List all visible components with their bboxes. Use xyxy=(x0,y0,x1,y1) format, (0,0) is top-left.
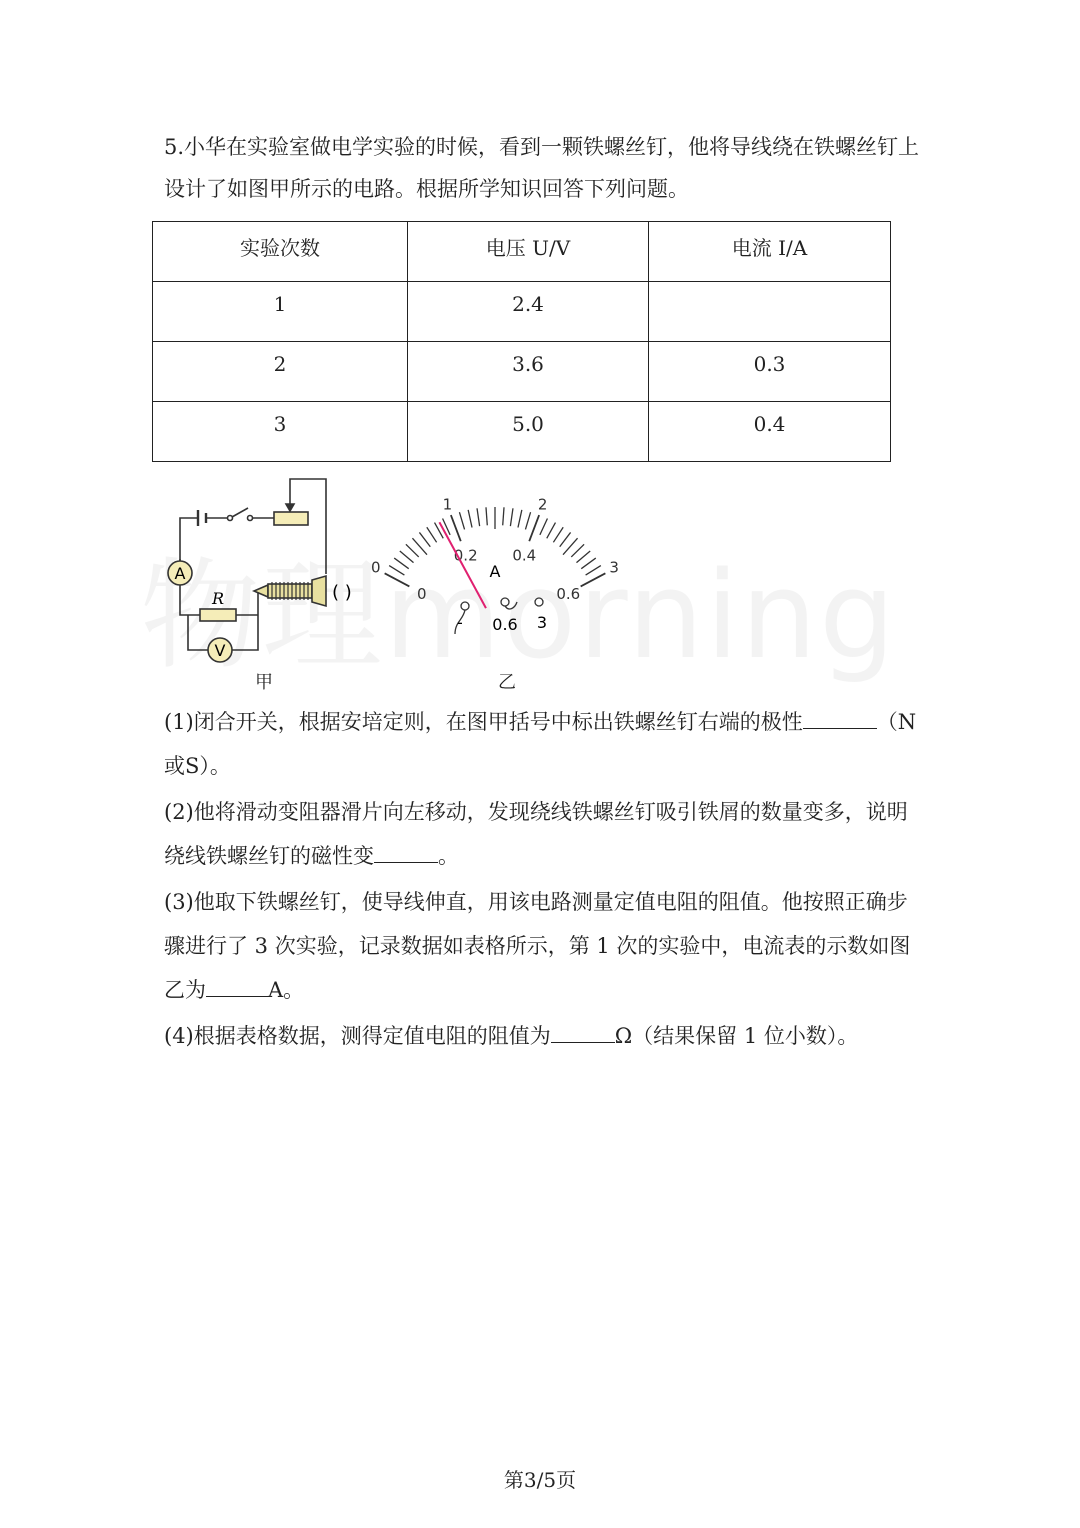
dial-tick xyxy=(503,507,504,525)
dial-top-label: 1 xyxy=(442,495,453,514)
question-1 xyxy=(164,700,924,788)
dial-tick xyxy=(451,515,461,541)
terminal-0.6: 0.6 xyxy=(492,615,518,634)
dial-tick xyxy=(406,544,419,557)
dial-tick xyxy=(553,527,563,542)
dial-tick xyxy=(540,519,548,535)
dial-tick xyxy=(443,519,451,535)
table-header: 电流 I/A xyxy=(649,222,891,282)
dial-tick xyxy=(459,512,464,529)
page-number: 第3/5页 xyxy=(503,1468,577,1492)
dial-top-label: 2 xyxy=(537,495,548,514)
table-header: 电压 U/V xyxy=(408,222,649,282)
dial-tick xyxy=(486,507,487,525)
voltmeter-label: V xyxy=(214,641,226,660)
table-cell: 1 xyxy=(153,282,408,342)
dial-top-label: 0 xyxy=(371,558,381,577)
circuit-diagram-jia xyxy=(150,474,400,664)
dial-tick xyxy=(427,527,437,542)
table-cell: 2 xyxy=(153,342,408,402)
dial-tick xyxy=(547,523,556,539)
dial-tick xyxy=(560,532,571,546)
dial-bottom-label: 0.4 xyxy=(512,546,537,565)
answer-blank[interactable] xyxy=(374,836,438,863)
dial-tick xyxy=(586,566,601,576)
table-cell: 5.0 xyxy=(408,402,649,462)
table-cell: 2.4 xyxy=(408,282,649,342)
dial-top-label: 3 xyxy=(609,558,619,577)
dial-tick xyxy=(510,508,513,526)
dial-tick xyxy=(477,508,480,526)
dial-tick xyxy=(576,551,590,563)
question-3 xyxy=(164,880,924,1012)
pole-brackets: ( ) xyxy=(332,582,352,603)
dial-tick xyxy=(518,510,522,528)
dial-unit: A xyxy=(489,562,501,581)
resistor-label: R xyxy=(211,589,225,608)
table-cell: 0.3 xyxy=(649,342,891,402)
table-row xyxy=(153,402,891,462)
question-text: (3)他取下铁螺丝钉，使导线伸直，用该电路测量定值电阻的阻值。他按照正确步骤进行了 3 次实验，记录数据如表格所示，第 1 次的实验中，电流表的示数如图乙为 xyxy=(164,890,911,1002)
terminal-minus: - xyxy=(457,613,463,632)
caption-yi: 乙 xyxy=(498,672,516,693)
caption-jia: 甲 xyxy=(255,672,273,693)
dial-tick xyxy=(419,532,430,546)
needle xyxy=(439,522,486,608)
table-cell: 3 xyxy=(153,402,408,462)
question-suffix: Ω（结果保留 1 位小数）。 xyxy=(614,1024,859,1048)
table-row xyxy=(153,282,891,342)
dial-tick xyxy=(385,573,410,586)
dial-tick xyxy=(581,573,606,586)
question-4 xyxy=(164,1014,924,1058)
dial-tick xyxy=(581,558,596,569)
table-header-row xyxy=(153,222,891,282)
table-cell: 3.6 xyxy=(408,342,649,402)
question-suffix: 。 xyxy=(438,844,459,868)
terminal-3: 3 xyxy=(536,613,548,632)
question-2 xyxy=(164,790,924,878)
dial-tick xyxy=(571,544,584,557)
dial-tick xyxy=(525,512,530,529)
dial-tick xyxy=(529,515,539,541)
table-cell: 0.4 xyxy=(649,402,891,462)
dial-bottom-label: 0.6 xyxy=(556,585,581,604)
table-header: 实验次数 xyxy=(153,222,408,282)
question-suffix: A。 xyxy=(268,978,305,1002)
answer-blank[interactable] xyxy=(803,702,877,729)
data-table xyxy=(152,221,891,462)
ammeter-label: A xyxy=(174,564,186,583)
answer-blank[interactable] xyxy=(206,970,268,997)
dial-tick xyxy=(468,510,472,528)
table-cell xyxy=(649,282,891,342)
dial-tick xyxy=(389,566,404,576)
problem-intro: 5.小华在实验室做电学实验的时候，看到一颗铁螺丝钉，他将导线绕在铁螺丝钉上设计了如图甲所示的电路。根据所学知识回答下列问题。 xyxy=(164,135,920,201)
question-text: (4)根据表格数据，测得定值电阻的阻值为 xyxy=(164,1024,551,1048)
dial-tick xyxy=(394,558,409,569)
dial-tick xyxy=(400,551,414,563)
dial-bottom-label: 0.2 xyxy=(453,546,478,565)
question-suffix: （N或S）。 xyxy=(164,710,917,778)
ammeter-dial-yi xyxy=(371,482,625,642)
question-text: (1)闭合开关，根据安培定则，在图甲括号中标出铁螺丝钉右端的极性 xyxy=(164,710,803,734)
dial-bottom-label: 0 xyxy=(416,585,427,604)
answer-blank[interactable] xyxy=(551,1016,615,1043)
question-text: (2)他将滑动变阻器滑片向左移动，发现绕线铁螺丝钉吸引铁屑的数量变多，说明绕线铁螺丝钉的磁性变 xyxy=(164,800,908,868)
table-row xyxy=(153,342,891,402)
